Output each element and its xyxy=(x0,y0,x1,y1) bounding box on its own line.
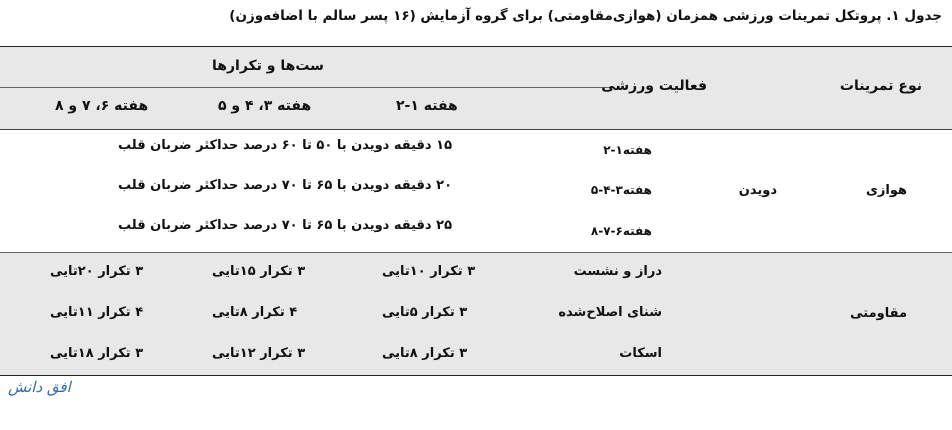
header-week-1-2: هفته ۱-۲ xyxy=(396,98,458,114)
resistance-w678-3: ۳ تکرار ۱۸تایی xyxy=(50,346,144,361)
aerobic-activity: دویدن xyxy=(738,183,777,198)
resistance-exercise-2: شنای اصلاح‌شده xyxy=(558,305,662,320)
resistance-w678-2: ۴ تکرار ۱۱تایی xyxy=(50,305,144,320)
header-exercise-type: نوع تمرینات xyxy=(839,78,922,94)
resistance-type: مقاومتی xyxy=(850,306,907,321)
footer-logo: افق دانش xyxy=(8,378,71,396)
resistance-w12-2: ۳ تکرار ۵تایی xyxy=(382,305,468,320)
bottom-rule xyxy=(0,375,952,376)
resistance-w345-3: ۳ تکرار ۱۲تایی xyxy=(212,346,306,361)
resistance-w345-1: ۳ تکرار ۱۵تایی xyxy=(212,264,306,279)
aerobic-period-2: هفته۳-۴-۵ xyxy=(590,183,652,197)
aerobic-desc-2: ۲۰ دقیقه دویدن با ۶۵ تا ۷۰ درصد حداکثر ضربان قلب xyxy=(118,178,453,193)
table-caption: جدول ۱. پروتکل تمرینات ورزشی همزمان (هوازی‌مقاومتی) برای گروه آزمایش (۱۶ پسر سالم با اضافه‌وزن) xyxy=(229,8,942,24)
resistance-w678-1: ۳ تکرار ۲۰تایی xyxy=(50,264,144,279)
resistance-exercise-3: اسکات xyxy=(619,346,662,361)
sets-sub-rule xyxy=(0,87,615,88)
header-bottom-rule xyxy=(0,129,952,130)
top-rule xyxy=(0,46,952,47)
aerobic-type: هوازی xyxy=(865,183,907,198)
header-background xyxy=(0,47,952,129)
header-activity: فعالیت ورزشی xyxy=(601,78,707,94)
resistance-w12-3: ۳ تکرار ۸تایی xyxy=(382,346,468,361)
aerobic-period-3: هفته۶-۷-۸ xyxy=(590,224,652,238)
aerobic-bottom-rule xyxy=(0,252,952,253)
resistance-w345-2: ۴ تکرار ۸تایی xyxy=(212,305,298,320)
resistance-exercise-1: دراز و نشست xyxy=(573,264,662,279)
aerobic-desc-1: ۱۵ دقیقه دویدن با ۵۰ تا ۶۰ درصد حداکثر ضربان قلب xyxy=(118,138,453,153)
aerobic-period-1: هفته۱-۲ xyxy=(603,143,652,157)
header-week-6-7-8: هفته ۶، ۷ و ۸ xyxy=(55,98,149,114)
header-sets-reps: ست‌ها و تکرارها xyxy=(212,58,324,74)
header-week-3-4-5: هفته ۳، ۴ و ۵ xyxy=(218,98,312,114)
aerobic-desc-3: ۲۵ دقیقه دویدن با ۶۵ تا ۷۰ درصد حداکثر ضربان قلب xyxy=(118,218,453,233)
resistance-w12-1: ۳ تکرار ۱۰تایی xyxy=(382,264,476,279)
